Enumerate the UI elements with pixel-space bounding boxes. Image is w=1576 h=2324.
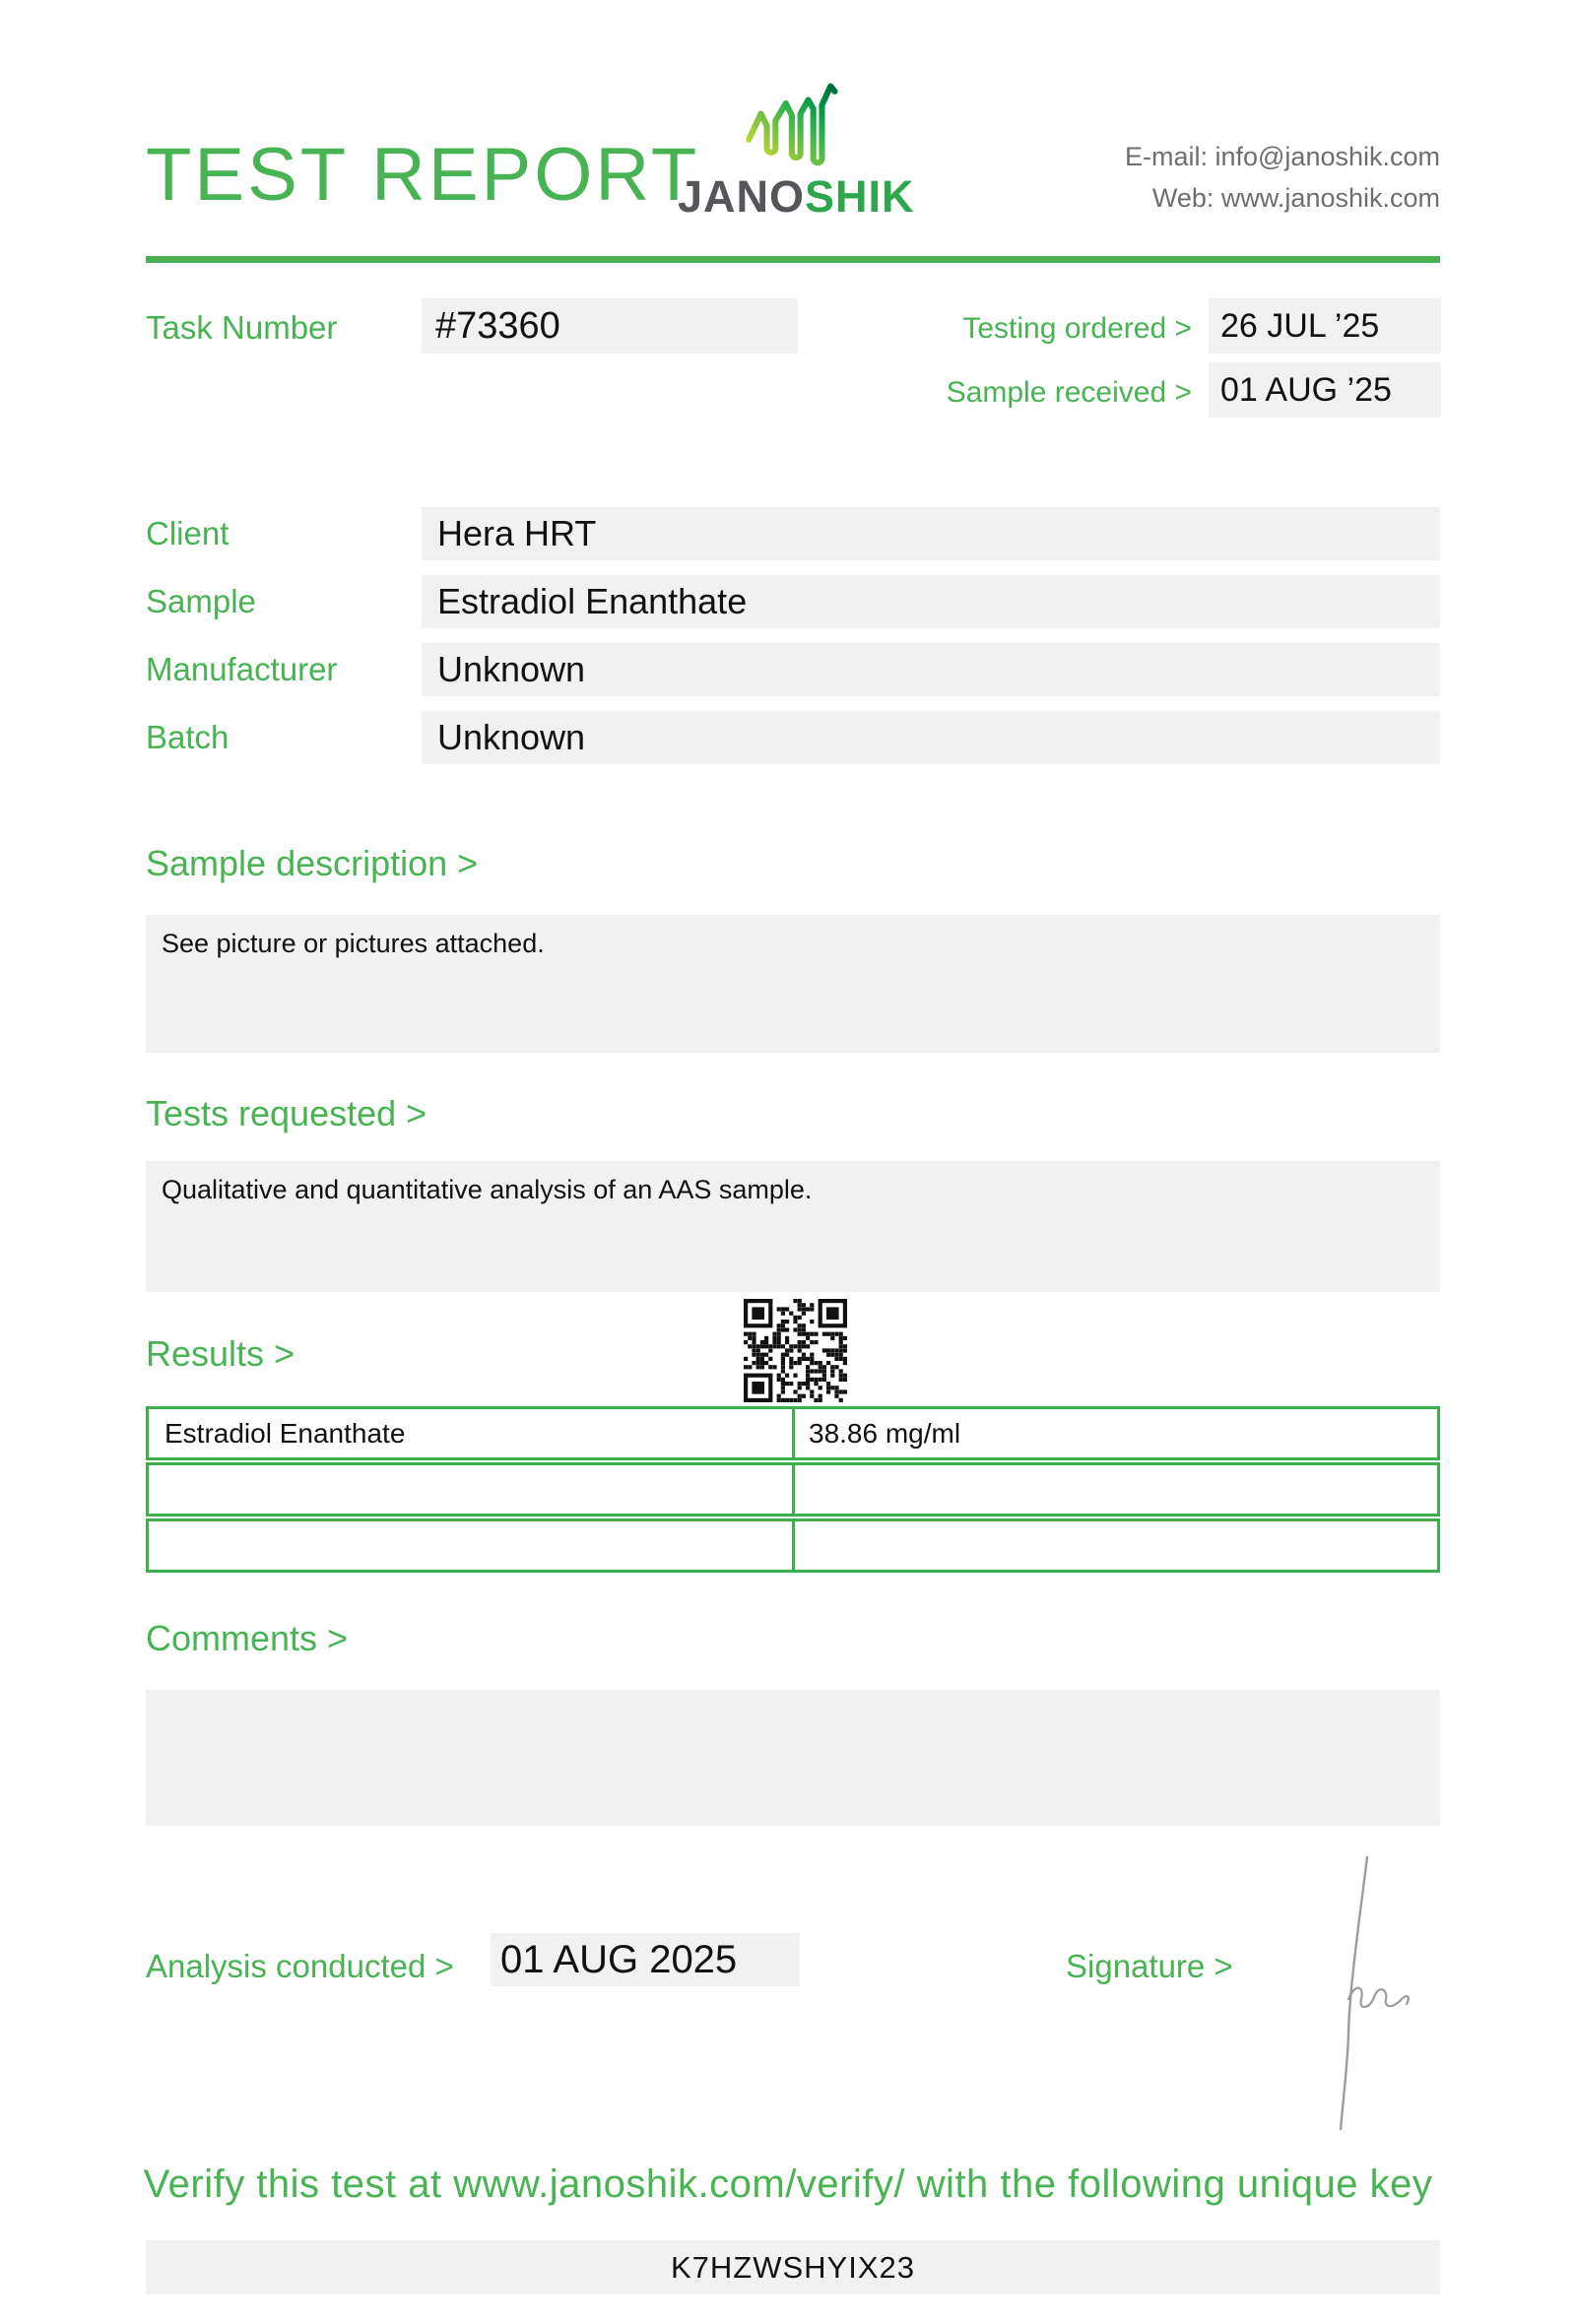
sample-label: Sample [146, 583, 256, 619]
unique-key: K7HZWSHYIX23 [146, 2240, 1440, 2294]
web-value: www.janoshik.com [1220, 183, 1440, 213]
result-substance [149, 1521, 795, 1570]
results-heading: Results > [146, 1333, 296, 1374]
email-label: E-mail: [1124, 142, 1208, 171]
page-title: TEST REPORT [146, 133, 700, 217]
result-substance: Estradiol Enanthate [149, 1409, 795, 1457]
task-number-value: #73360 [422, 298, 798, 354]
header-divider [146, 256, 1440, 263]
batch-label: Batch [146, 719, 230, 755]
results-table [146, 1406, 1440, 1573]
sample-received-label: Sample received > [946, 376, 1192, 409]
result-value [795, 1465, 1437, 1514]
sample-value: Estradiol Enanthate [422, 575, 1440, 628]
analysis-conducted-label: Analysis conducted > [146, 1948, 454, 1984]
qr-code [744, 1299, 847, 1402]
web-label: Web: [1151, 183, 1215, 213]
analysis-conducted-value: 01 AUG 2025 [491, 1933, 800, 1986]
contact-block [1125, 136, 1440, 219]
comments-box [146, 1690, 1440, 1826]
result-value: 38.86 mg/ml [809, 1417, 961, 1449]
sample-description-box: See picture or pictures attached. [146, 915, 1440, 1053]
manufacturer-value: Unknown [422, 643, 1440, 696]
testing-ordered-label: Testing ordered > [962, 312, 1192, 345]
testing-ordered-value: 26 JUL ’25 [1209, 298, 1441, 354]
logo-jano: JANO [678, 171, 806, 222]
task-number-label: Task Number [146, 309, 338, 346]
sample-received-value: 01 AUG ’25 [1209, 362, 1441, 418]
signature-scribble [1302, 1851, 1430, 2137]
batch-value: Unknown [422, 711, 1440, 764]
growth-chart-icon [744, 81, 838, 167]
logo-wordmark [678, 171, 915, 223]
result-value [795, 1521, 1437, 1570]
client-label: Client [146, 515, 230, 551]
result-substance [149, 1465, 795, 1514]
email-line [1125, 136, 1440, 177]
client-value: Hera HRT [422, 507, 1440, 560]
tests-requested-heading: Tests requested > [146, 1093, 427, 1133]
logo-shik: SHIK [805, 171, 915, 222]
email-value: info@janoshik.com [1215, 142, 1440, 171]
verify-instruction: Verify this test at www.janoshik.com/verify/ with the following unique key [143, 2163, 1433, 2206]
sample-description-heading: Sample description > [146, 843, 479, 883]
comments-heading: Comments > [146, 1618, 349, 1658]
table-row [146, 1406, 1440, 1460]
manufacturer-label: Manufacturer [146, 651, 338, 687]
web-line [1125, 177, 1440, 219]
table-row [146, 1462, 1440, 1517]
table-row [146, 1518, 1440, 1573]
janoshik-logo [678, 81, 915, 223]
tests-requested-box: Qualitative and quantitative analysis of an AAS sample. [146, 1161, 1440, 1292]
signature-label: Signature > [1066, 1948, 1233, 1984]
